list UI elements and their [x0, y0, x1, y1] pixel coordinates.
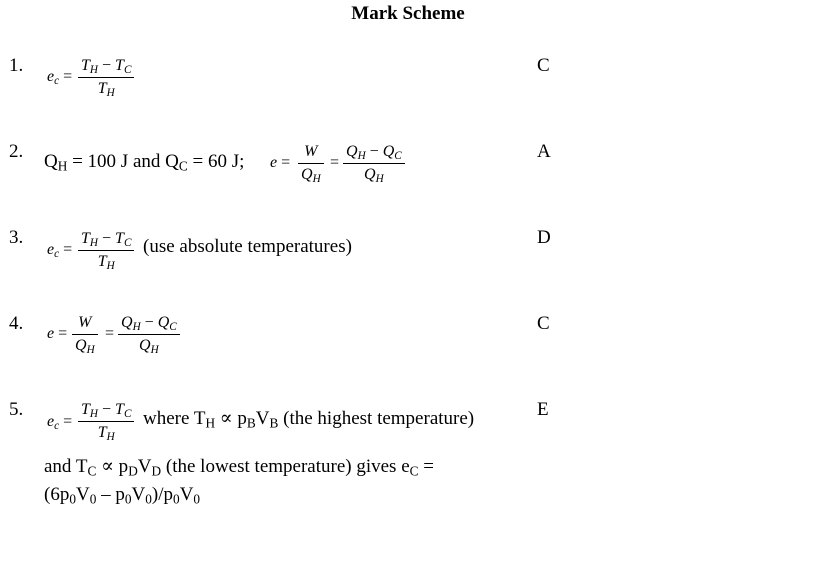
fraction-heat: $Q_H - Q_C$ $Q_H$	[343, 141, 405, 186]
fraction: $T_H - T_C$ $T_H$	[78, 228, 134, 273]
equals-sign: =	[105, 325, 115, 342]
question-number: 2.	[9, 141, 24, 162]
question-number: 4.	[9, 313, 24, 334]
fraction-work: W $Q_H$	[72, 312, 98, 357]
answer-letter: C	[537, 313, 550, 334]
equals-sign: =	[330, 154, 340, 171]
equation-lhs: $e_c$ =	[47, 241, 73, 260]
question-number: 3.	[9, 227, 24, 248]
question-number: 1.	[9, 55, 24, 76]
explanation-line-2: and $T_C \propto p_DV_D$ (the lowest temperature) gives $e_C$ =	[44, 456, 434, 479]
answer-letter: C	[537, 55, 550, 76]
fraction-work: W $Q_H$	[298, 141, 324, 186]
explanation-line-3: $(6p_0V_0 - p_0V_0)/p_0V_0$	[44, 484, 201, 507]
fraction-heat: $Q_H - Q_C$ $Q_H$	[118, 312, 180, 357]
note-text: (use absolute temperatures)	[143, 236, 352, 257]
explanation-line-1: where $T_H \propto p_BV_B$ (the highest temperature)	[143, 408, 475, 431]
fraction: $T_H - T_C$ $T_H$	[78, 399, 134, 444]
page-title: Mark Scheme	[351, 3, 465, 24]
equation-lhs: e =	[47, 325, 68, 342]
answer-letter: A	[537, 141, 551, 162]
answer-letter: D	[537, 227, 551, 248]
answer-letter: E	[537, 399, 549, 420]
equation-lhs: e =	[270, 154, 291, 171]
given-values: $Q_H = 100$ J and $Q_C = 60$ J;	[44, 151, 245, 174]
fraction: $T_H - T_C$ $T_H$	[78, 55, 134, 100]
equation-lhs: $e_c$ =	[47, 413, 73, 432]
equation-lhs: $e_c$ =	[47, 68, 73, 87]
question-number: 5.	[9, 399, 24, 420]
